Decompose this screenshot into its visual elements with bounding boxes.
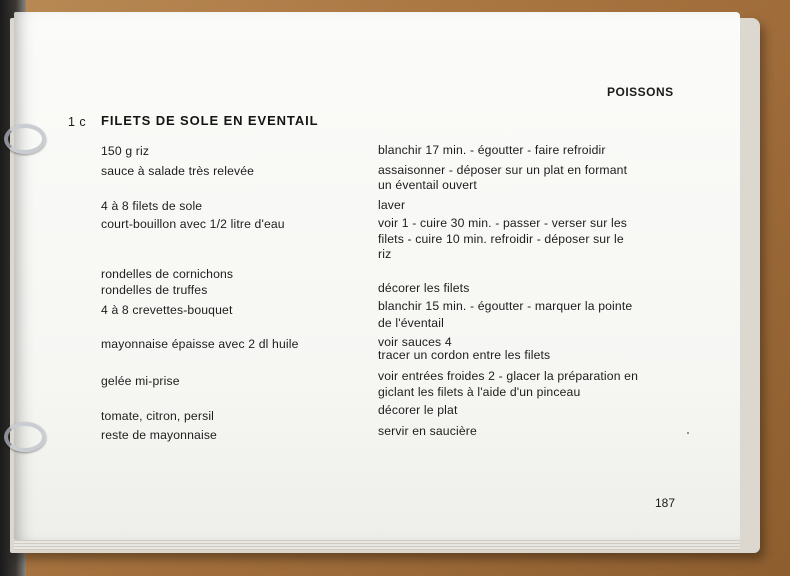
ingredient-line: reste de mayonnaise [101,428,217,442]
page-number: 187 [655,496,676,510]
recipe-title: FILETS DE SOLE EN EVENTAIL [101,113,319,128]
ingredient-line: sauce à salade très relevée [101,164,255,178]
step-line: filets - cuire 10 min. refroidir - déposer sur le [378,232,624,246]
section-heading: POISSONS [607,85,674,99]
step-line: assaisonner - déposer sur un plat en formant [378,163,628,177]
step-line: voir sauces 4 [378,335,452,349]
step-line: voir 1 - cuire 30 min. - passer - verser sur les [378,216,627,230]
step-line: giclant les filets à l'aide d'un pinceau [378,385,581,399]
ink-speck [687,432,689,434]
step-line: de l'éventail [378,316,444,330]
step-line: servir en saucière [378,424,477,438]
ingredient-line: tomate, citron, persil [101,409,215,423]
step-line: riz [378,247,392,261]
ingredient-line: 4 à 8 crevettes-bouquet [101,303,233,317]
ingredient-line: mayonnaise épaisse avec 2 dl huile [101,337,299,351]
ingredient-line: rondelles de cornichons [101,267,234,281]
ingredient-line: 4 à 8 filets de sole [101,199,203,213]
step-line: décorer les filets [378,281,470,295]
step-line: laver [378,198,406,212]
ingredient-line: rondelles de truffes [101,283,208,297]
recipe-number: 1 c [68,115,87,129]
ingredient-line: gelée mi-prise [101,374,180,388]
step-line: voir entrées froides 2 - glacer la préparation en [378,369,639,383]
step-line: blanchir 17 min. - égoutter - faire refroidir [378,143,606,157]
step-line: un éventail ouvert [378,178,477,192]
binder-ring-top [4,124,46,154]
step-line: décorer le plat [378,403,458,417]
ingredient-line: 150 g riz [101,144,150,158]
step-line: blanchir 15 min. - égoutter - marquer la pointe [378,299,633,313]
ingredient-line: court-bouillon avec 1/2 litre d'eau [101,217,285,231]
step-line: tracer un cordon entre les filets [378,348,551,362]
binder-ring-bottom [4,422,46,452]
